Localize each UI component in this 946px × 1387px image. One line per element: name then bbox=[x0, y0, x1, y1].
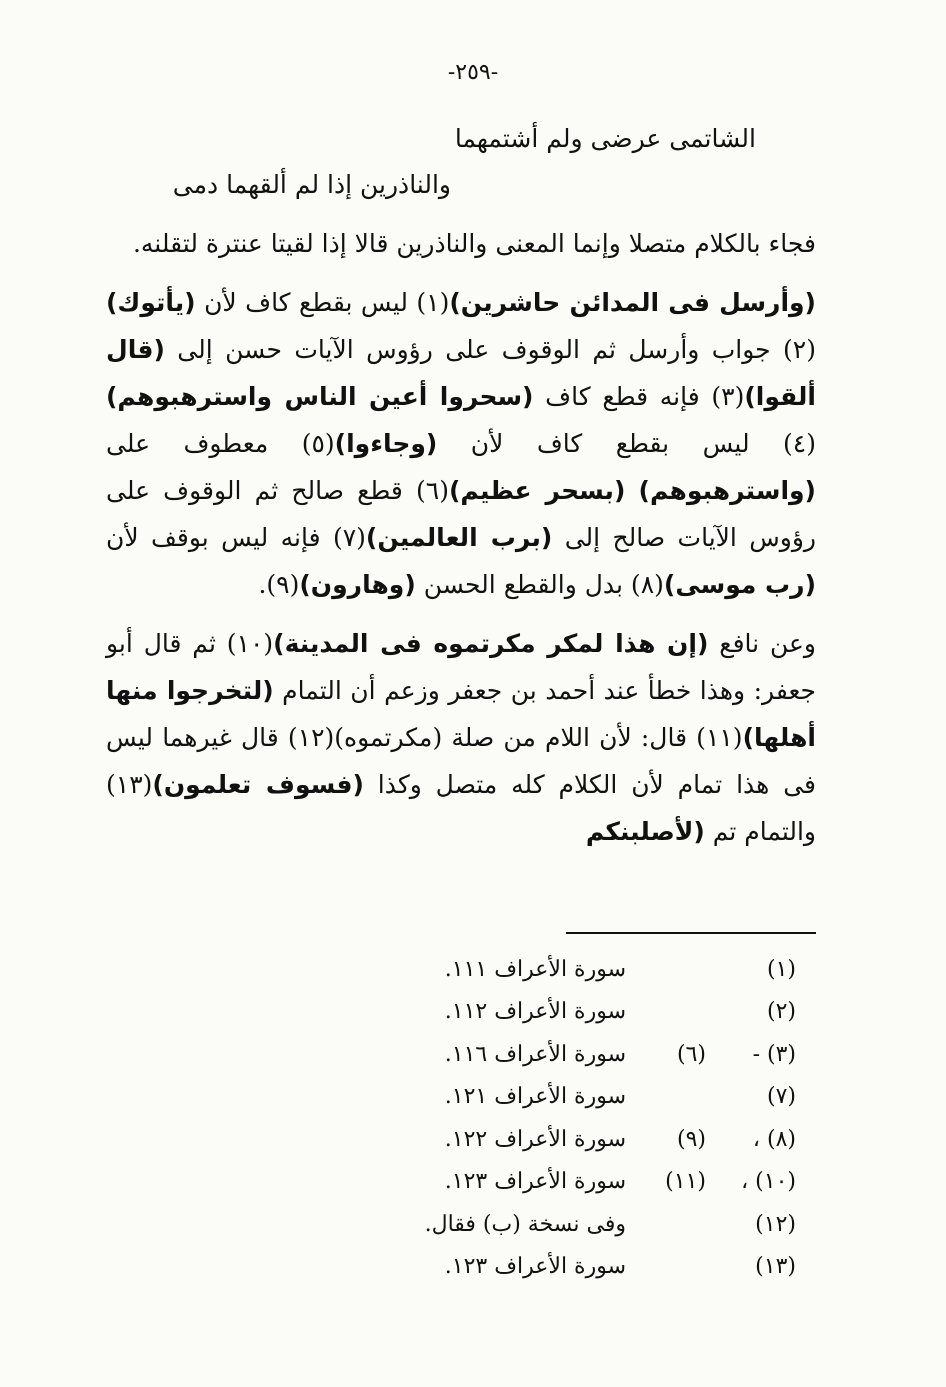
footnote-row bbox=[376, 1203, 796, 1246]
text-run: وعن نافع bbox=[708, 629, 816, 658]
text-run bbox=[625, 476, 638, 505]
footnote-number: (١) bbox=[766, 956, 796, 982]
paragraph bbox=[106, 620, 816, 855]
footnote-row bbox=[376, 948, 796, 991]
footnote-text: سورة الأعراف ١١٢. bbox=[444, 999, 626, 1025]
text-run: (٩). bbox=[258, 570, 300, 599]
quran-quote: (قال ألقوا) bbox=[106, 335, 816, 411]
footnote-number: (٧) bbox=[766, 1084, 796, 1110]
body-text bbox=[106, 220, 816, 867]
text-run: (١) ليس بقطع كاف لأن bbox=[195, 288, 450, 317]
verse-line-2: والناذرين إذا لم ألقهما دمى bbox=[172, 170, 451, 199]
quran-quote: (فسوف تعلمون) bbox=[152, 770, 364, 799]
footnote-range-end: (٦) bbox=[676, 1041, 706, 1067]
quran-quote: (لتخرجوا منها أهلها) bbox=[106, 676, 816, 752]
footnote-row bbox=[376, 1076, 796, 1119]
text-run: (٥) معطوف على bbox=[106, 429, 335, 458]
footnote-text: سورة الأعراف ١١٦. bbox=[444, 1041, 626, 1067]
footnote-divider bbox=[566, 932, 816, 934]
footnote-text: سورة الأعراف ١٢٣. bbox=[444, 1169, 626, 1195]
quran-quote: (لأصلبنكم bbox=[585, 817, 705, 846]
footnote-range-end: (٩) bbox=[676, 1126, 706, 1152]
paragraph bbox=[106, 279, 816, 608]
footnote-range-end: (١١) bbox=[665, 1169, 706, 1195]
quran-quote: (برب العالمين) bbox=[365, 523, 553, 552]
footnote-row bbox=[376, 1161, 796, 1204]
text-run: (١٣) والتمام تم bbox=[106, 770, 816, 846]
footnote-text: وفى نسخة (ب) فقال. bbox=[424, 1211, 626, 1237]
quran-quote: (واسترهبوهم) bbox=[638, 476, 816, 505]
quran-quote: (رب موسى) bbox=[663, 570, 816, 599]
quran-quote: (يأتوك) bbox=[106, 288, 196, 317]
quran-quote: (سحروا أعين الناس واسترهبوهم) bbox=[106, 382, 534, 411]
footnote-text: سورة الأعراف ١٢٢. bbox=[444, 1126, 626, 1152]
text-run: (٦) قطع صالح ثم الوقوف على رؤوس الآيات صالح إلى bbox=[106, 476, 817, 552]
footnote-row bbox=[376, 1118, 796, 1161]
paragraph bbox=[106, 220, 816, 267]
text-run: (٢) جواب وأرسل ثم الوقوف على رؤوس الآيات حسن إلى bbox=[164, 335, 816, 364]
text-run: (٤) ليس بقطع كاف لأن bbox=[437, 429, 816, 458]
footnote-number: (٣) - bbox=[752, 1041, 796, 1067]
footnote-text: سورة الأعراف ١٢١. bbox=[444, 1084, 626, 1110]
quran-quote: (وأرسل فى المدائن حاشرين) bbox=[449, 288, 816, 317]
text-run: (١١) قال: لأن اللام من صلة (مكرتموه)(١٢) قال غيرهما ليس فى هذا تمام لأن الكلام كله متصل وكذا bbox=[106, 723, 816, 799]
text-run: (٨) بدل والقطع الحسن bbox=[415, 570, 664, 599]
quran-quote: (إن هذا لمكر مكرتموه فى المدينة) bbox=[273, 629, 709, 658]
footnote-row bbox=[376, 991, 796, 1034]
text-run: (٧) فإنه ليس بوقف لأن bbox=[106, 523, 366, 552]
verse-line-1: الشاتمى عرضى ولم أشتمهما bbox=[454, 124, 756, 153]
text-run: (١٠) ثم قال أبو جعفر: وهذا خطأ عند أحمد بن جعفر وزعم أن التمام bbox=[106, 629, 816, 705]
footnote-number: (٨) ، bbox=[752, 1126, 796, 1152]
footnote-number: (٢) bbox=[766, 999, 796, 1025]
text-run: فجاء بالكلام متصلا وإنما المعنى والناذرين قالا إذا لقيتا عنترة لتقلنه. bbox=[132, 229, 816, 258]
footnote-text: سورة الأعراف ١١١. bbox=[444, 956, 626, 982]
page-number: -٢٥٩- bbox=[447, 60, 499, 85]
footnote-number: (١٣) bbox=[755, 1254, 796, 1280]
footnote-row bbox=[376, 1246, 796, 1289]
quran-quote: (بسحر عظيم) bbox=[448, 476, 626, 505]
footnote-text: سورة الأعراف ١٢٣. bbox=[444, 1254, 626, 1280]
quran-quote: (وهارون) bbox=[299, 570, 416, 599]
footnote-number: (١٢) bbox=[755, 1211, 796, 1237]
footnotes-list bbox=[376, 948, 796, 1288]
text-run: (٣) فإنه قطع كاف bbox=[533, 382, 745, 411]
footnote-number: (١٠) ، bbox=[741, 1169, 796, 1195]
quran-quote: (وجاءوا) bbox=[334, 429, 438, 458]
footnote-row bbox=[376, 1033, 796, 1076]
